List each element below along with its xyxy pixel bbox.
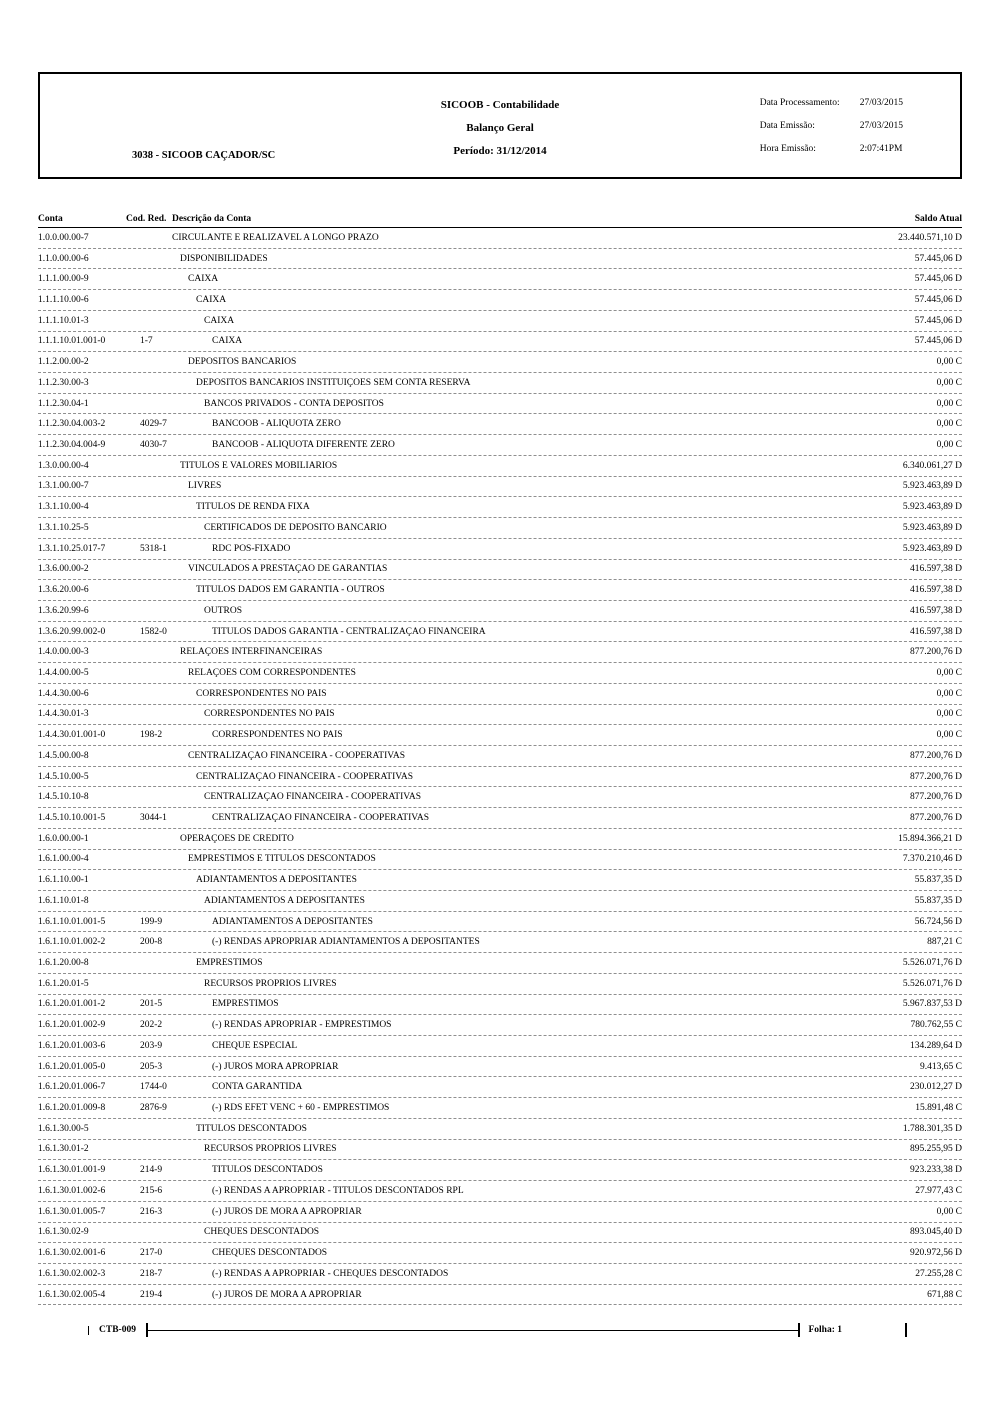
cell-conta: 1.4.5.10.10-8: [38, 792, 89, 803]
cell-conta: 1.3.1.10.25.017-7: [38, 543, 106, 554]
accounts-table: [38, 210, 962, 1305]
cell-saldo: 671,88 C: [927, 1289, 962, 1300]
cell-desc: RECURSOS PRÓPRIOS LIVRES: [204, 1144, 337, 1155]
table-row: [38, 269, 962, 290]
table-row: [38, 1285, 962, 1306]
cell-cod: 2876-9: [140, 1103, 167, 1114]
report-footer: [38, 1322, 962, 1338]
table-row: [38, 787, 962, 808]
cell-desc: RDC PÓS-FIXADO: [212, 543, 291, 554]
table-row: [38, 477, 962, 498]
cell-conta: 1.6.1.10.01.002-2: [38, 937, 106, 948]
table-row: [38, 228, 962, 249]
column-header-saldo-atual: Saldo Atual: [914, 213, 962, 224]
cell-conta: 1.3.1.00.00-7: [38, 481, 89, 492]
cell-cod: 214-9: [140, 1165, 163, 1176]
cell-saldo: 923.233,38 D: [910, 1165, 962, 1176]
cell-saldo: 9.413,65 C: [920, 1061, 962, 1072]
cell-desc: ADIANTAMENTOS A DEPOSITANTES: [196, 875, 357, 886]
cell-saldo: 134.289,64 D: [910, 1040, 962, 1051]
cell-saldo: 5.923.463,89 D: [902, 543, 962, 554]
report-period: Período: 31/12/2014: [453, 145, 547, 157]
column-header-cod-red: Cod. Red.: [126, 213, 167, 224]
table-row: [38, 850, 962, 871]
table-row: [38, 373, 962, 394]
cell-desc: CHEQUE ESPECIAL: [212, 1040, 298, 1051]
table-row: [38, 497, 962, 518]
cell-conta: 1.1.2.30.00-3: [38, 377, 89, 388]
cell-desc: CHEQUES DESCONTADOS: [212, 1248, 328, 1259]
cell-desc: CENTRALIZAÇÃO FINANCEIRA - COOPERATIVAS: [196, 771, 414, 782]
cell-saldo: 5.526.071,76 D: [902, 978, 962, 989]
cell-saldo: 0,00 C: [936, 688, 962, 699]
cell-conta: 1.1.2.00.00-2: [38, 357, 89, 368]
cell-saldo: 27.255,28 C: [915, 1268, 962, 1279]
cell-conta: 1.6.1.30.01.001-9: [38, 1165, 106, 1176]
cell-cod: 218-7: [140, 1268, 163, 1279]
meta-value-processamento: 27/03/2015: [859, 98, 903, 108]
table-row: [38, 1119, 962, 1140]
cell-desc: CHEQUES DESCONTADOS: [204, 1227, 320, 1238]
table-row: [38, 663, 962, 684]
table-row: [38, 891, 962, 912]
cell-desc: CONTA GARANTIDA: [212, 1082, 303, 1093]
cell-conta: 1.1.2.30.04.004-9: [38, 440, 106, 451]
cell-conta: 1.6.1.10.00-1: [38, 875, 89, 886]
cell-conta: 1.4.4.30.01-3: [38, 709, 89, 720]
table-row: [38, 414, 962, 435]
cell-saldo: 6.340.061,27 D: [902, 460, 962, 471]
cell-saldo: 5.923.463,89 D: [902, 502, 962, 513]
cell-conta: 1.6.1.20.01-5: [38, 978, 89, 989]
table-row: [38, 829, 962, 850]
cell-saldo: 230.012,27 D: [910, 1082, 962, 1093]
cell-conta: 1.6.1.30.02.005-4: [38, 1289, 106, 1300]
table-row: [38, 332, 962, 353]
cell-saldo: 893.045,40 D: [910, 1227, 962, 1238]
table-row: [38, 1202, 962, 1223]
cell-desc: TÍTULOS DADOS EM GARANTIA - OUTROS: [196, 585, 385, 596]
table-row: [38, 539, 962, 560]
report-subtitle: Balanço Geral: [466, 122, 534, 134]
cell-conta: 1.3.6.00.00-2: [38, 564, 89, 575]
cell-conta: 1.4.4.30.00-6: [38, 688, 89, 699]
cell-desc: BANCOOB - ALÍQUOTA DIFERENTE ZERO: [212, 440, 395, 451]
cell-conta: 1.6.1.30.00-5: [38, 1123, 89, 1134]
cell-saldo: 877.200,76 D: [910, 792, 962, 803]
table-body: [38, 228, 962, 1305]
cell-saldo: 416.597,38 D: [910, 605, 962, 616]
cell-cod: 5318-1: [140, 543, 167, 554]
cell-cod: 219-4: [140, 1289, 163, 1300]
cell-conta: 1.1.1.10.01.001-0: [38, 336, 106, 347]
table-row: [38, 311, 962, 332]
table-row: [38, 932, 962, 953]
cell-conta: 1.6.1.20.00-8: [38, 958, 89, 969]
org-code: 3038 - SICOOB CAÇADOR/SC: [132, 150, 276, 161]
cell-desc: EMPRÉSTIMOS E TÍTULOS DESCONTADOS: [188, 854, 376, 865]
table-row: [38, 1243, 962, 1264]
cell-conta: 1.6.1.20.01.003-6: [38, 1040, 106, 1051]
cell-desc: (-) JUROS MORA APROPRIAR: [212, 1061, 339, 1072]
cell-saldo: 23.440.571,10 D: [898, 232, 962, 243]
cell-desc: TÍTULOS DESCONTADOS: [196, 1123, 307, 1134]
cell-saldo: 416.597,38 D: [910, 626, 962, 637]
table-row: [38, 1140, 962, 1161]
cell-cod: 217-0: [140, 1248, 163, 1259]
cell-conta: 1.6.1.20.01.005-0: [38, 1061, 106, 1072]
footer-report-code: CTB-009: [99, 1325, 136, 1335]
cell-conta: 1.6.0.00.00-1: [38, 833, 89, 844]
cell-cod: 199-9: [140, 916, 163, 927]
cell-desc: EMPRÉSTIMOS: [196, 958, 263, 969]
cell-cod: 1582-0: [140, 626, 167, 637]
cell-conta: 1.3.0.00.00-4: [38, 460, 89, 471]
cell-saldo: 27.977,43 C: [915, 1185, 962, 1196]
cell-cod: 4030-7: [140, 440, 167, 451]
cell-saldo: 5.923.463,89 D: [902, 481, 962, 492]
cell-desc: TÍTULOS DADOS GARANTIA - CENTRALIZAÇÃO FINANCEIRA: [212, 626, 486, 637]
print-mark-icon: [88, 1326, 89, 1335]
table-row: [38, 642, 962, 663]
cell-desc: RELAÇÕES INTERFINANCEIRAS: [180, 647, 323, 658]
cell-saldo: 57.445,06 D: [914, 295, 962, 306]
table-row: [38, 1036, 962, 1057]
cell-conta: 1.1.2.30.04.003-2: [38, 419, 106, 430]
cell-saldo: 57.445,06 D: [914, 315, 962, 326]
cell-cod: 198-2: [140, 730, 163, 741]
cell-cod: 216-3: [140, 1206, 163, 1217]
cell-desc: CIRCULANTE E REALIZÁVEL A LONGO PRAZO: [172, 232, 379, 243]
cell-saldo: 55.837,35 D: [914, 875, 962, 886]
table-row: [38, 974, 962, 995]
cell-conta: 1.6.1.30.02.002-3: [38, 1268, 106, 1279]
table-row: [38, 435, 962, 456]
table-row: [38, 1160, 962, 1181]
cell-saldo: 5.526.071,76 D: [902, 958, 962, 969]
table-row: [38, 746, 962, 767]
cell-desc: TÍTULOS E VALORES MOBILIÁRIOS: [180, 460, 338, 471]
table-row: [38, 684, 962, 705]
cell-saldo: 5.923.463,89 D: [902, 522, 962, 533]
cell-conta: 1.6.1.10.01.001-5: [38, 916, 106, 927]
cell-saldo: 0,00 C: [936, 709, 962, 720]
cell-conta: 1.6.1.20.01.001-2: [38, 999, 106, 1010]
table-row: [38, 1264, 962, 1285]
cell-desc: CENTRALIZAÇÃO FINANCEIRA - COOPERATIVAS: [204, 792, 422, 803]
cell-desc: ADIANTAMENTOS A DEPOSITANTES: [204, 895, 365, 906]
cell-desc: CAIXA: [196, 295, 227, 306]
cell-conta: 1.4.5.10.00-5: [38, 771, 89, 782]
cell-conta: 1.6.1.30.01-2: [38, 1144, 89, 1155]
table-row: [38, 1077, 962, 1098]
cell-saldo: 15.891,48 C: [915, 1103, 962, 1114]
meta-label-hora: Hora Emissão:: [759, 144, 816, 154]
cell-desc: CERTIFICADOS DE DEPÓSITO BANCÁRIO: [204, 522, 387, 533]
print-mark-icon: [905, 1323, 907, 1337]
cell-conta: 1.3.1.10.00-4: [38, 502, 89, 513]
table-row: [38, 1098, 962, 1119]
cell-saldo: 877.200,76 D: [910, 812, 962, 823]
table-row: [38, 622, 962, 643]
table-row: [38, 518, 962, 539]
cell-desc: CENTRALIZAÇÃO FINANCEIRA - COOPERATIVAS: [188, 750, 406, 761]
cell-conta: 1.4.4.00.00-5: [38, 667, 89, 678]
cell-desc: CORRESPONDENTES NO PAÍS: [196, 688, 327, 699]
cell-conta: 1.6.1.20.01.009-8: [38, 1103, 106, 1114]
cell-cod: 1744-0: [140, 1082, 167, 1093]
cell-cod: 4029-7: [140, 419, 167, 430]
table-row: [38, 912, 962, 933]
cell-cod: 202-2: [140, 1020, 163, 1031]
cell-conta: 1.6.1.20.01.002-9: [38, 1020, 106, 1031]
cell-saldo: 0,00 C: [936, 1206, 962, 1217]
cell-saldo: 416.597,38 D: [910, 564, 962, 575]
cell-desc: OPERAÇÕES DE CRÉDITO: [180, 833, 294, 844]
cell-conta: 1.4.0.00.00-3: [38, 647, 89, 658]
cell-saldo: 887,21 C: [927, 937, 962, 948]
cell-saldo: 15.894.366,21 D: [898, 833, 962, 844]
cell-cod: 203-9: [140, 1040, 163, 1051]
cell-conta: 1.6.1.10.01-8: [38, 895, 89, 906]
cell-desc: CENTRALIZAÇÃO FINANCEIRA - COOPERATIVAS: [212, 812, 430, 823]
cell-desc: VINCULADOS A PRESTAÇÃO DE GARANTIAS: [188, 564, 388, 575]
cell-desc: TÍTULOS DE RENDA FIXA: [196, 502, 310, 513]
cell-desc: (-) RDS EFET VENC + 60 - EMPRÉSTIMOS: [212, 1103, 390, 1114]
print-mark-icon: [798, 1323, 800, 1337]
cell-saldo: 0,00 C: [936, 667, 962, 678]
report-header: [38, 72, 962, 179]
cell-desc: RELAÇÕES COM CORRESPONDENTES: [188, 667, 356, 678]
table-row: [38, 953, 962, 974]
footer-rule: [148, 1330, 799, 1331]
cell-conta: 1.6.1.30.02.001-6: [38, 1248, 106, 1259]
cell-desc: (-) RENDAS APROPRIAR ADIANTAMENTOS A DEPOSITANTES: [212, 937, 480, 948]
table-row: [38, 560, 962, 581]
table-row: [38, 352, 962, 373]
report-title: SICOOB - Contabilidade: [440, 99, 560, 111]
cell-conta: 1.6.1.00.00-4: [38, 854, 89, 865]
cell-saldo: 877.200,76 D: [910, 647, 962, 658]
cell-saldo: 5.967.837,53 D: [902, 999, 962, 1010]
cell-desc: BANCOS PRIVADOS - CONTA DEPÓSITOS: [204, 398, 384, 409]
table-row: [38, 705, 962, 726]
cell-desc: (-) RENDAS APROPRIAR - EMPRÉSTIMOS: [212, 1020, 392, 1031]
cell-desc: (-) JUROS DE MORA A APROPRIAR: [212, 1289, 362, 1300]
meta-label-processamento: Data Processamento:: [759, 98, 840, 108]
footer-page-number: Folha: 1: [808, 1325, 842, 1335]
cell-cod: 201-5: [140, 999, 163, 1010]
column-header-conta: Conta: [38, 213, 63, 224]
cell-saldo: 0,00 C: [936, 377, 962, 388]
table-row: [38, 1057, 962, 1078]
cell-saldo: 920.972,56 D: [910, 1248, 962, 1259]
cell-conta: 1.6.1.30.01.002-6: [38, 1185, 106, 1196]
cell-conta: 1.6.1.20.01.006-7: [38, 1082, 106, 1093]
table-row: [38, 456, 962, 477]
table-row: [38, 870, 962, 891]
cell-saldo: 877.200,76 D: [910, 750, 962, 761]
cell-saldo: 416.597,38 D: [910, 585, 962, 596]
cell-conta: 1.1.2.30.04-1: [38, 398, 89, 409]
cell-desc: BANCOOB - ALÍQUOTA ZERO: [212, 419, 341, 430]
cell-cod: 200-8: [140, 937, 163, 948]
cell-cod: 1-7: [140, 336, 153, 347]
cell-desc: ADIANTAMENTOS A DEPOSITANTES: [212, 916, 373, 927]
cell-desc: CORRESPONDENTES NO PAÍS: [212, 730, 343, 741]
cell-conta: 1.1.0.00.00-6: [38, 253, 89, 264]
table-row: [38, 290, 962, 311]
column-header-descricao: Descrição da Conta: [172, 213, 252, 224]
cell-saldo: 1.788.301,35 D: [902, 1123, 962, 1134]
cell-cod: 3044-1: [140, 812, 167, 823]
cell-conta: 1.6.1.30.02-9: [38, 1227, 89, 1238]
cell-saldo: 0,00 C: [936, 730, 962, 741]
cell-saldo: 0,00 C: [936, 398, 962, 409]
cell-desc: LIVRES: [188, 481, 222, 492]
cell-cod: 205-3: [140, 1061, 163, 1072]
table-row: [38, 601, 962, 622]
cell-saldo: 56.724,56 D: [914, 916, 962, 927]
cell-saldo: 780.762,55 C: [910, 1020, 962, 1031]
cell-desc: (-) RENDAS A APROPRIAR - CHEQUES DESCONTADOS: [212, 1268, 449, 1279]
cell-desc: OUTROS: [204, 605, 243, 616]
cell-desc: EMPRÉSTIMOS: [212, 999, 279, 1010]
table-row: [38, 1015, 962, 1036]
cell-saldo: 895.255,95 D: [910, 1144, 962, 1155]
cell-conta: 1.1.1.00.00-9: [38, 274, 89, 285]
table-header-row: [38, 210, 962, 228]
cell-conta: 1.1.1.10.01-3: [38, 315, 89, 326]
cell-desc: TÍTULOS DESCONTADOS: [212, 1165, 323, 1176]
cell-desc: DEPÓSITOS BANCÁRIOS: [188, 357, 297, 368]
cell-conta: 1.4.4.30.01.001-0: [38, 730, 106, 741]
table-row: [38, 1223, 962, 1244]
cell-desc: DISPONIBILIDADES: [180, 253, 268, 264]
cell-desc: RECURSOS PRÓPRIOS LIVRES: [204, 978, 337, 989]
cell-saldo: 877.200,76 D: [910, 771, 962, 782]
table-row: [38, 580, 962, 601]
cell-conta: 1.6.1.30.01.005-7: [38, 1206, 106, 1217]
cell-saldo: 55.837,35 D: [914, 895, 962, 906]
cell-conta: 1.4.5.10.10.001-5: [38, 812, 106, 823]
cell-saldo: 57.445,06 D: [914, 253, 962, 264]
meta-value-emissao: 27/03/2015: [859, 121, 903, 131]
cell-conta: 1.3.6.20.99-6: [38, 605, 89, 616]
cell-desc: CORRESPONDENTES NO PAÍS: [204, 709, 335, 720]
table-row: [38, 995, 962, 1016]
cell-saldo: 0,00 C: [936, 357, 962, 368]
cell-conta: 1.1.1.10.00-6: [38, 295, 89, 306]
table-row: [38, 249, 962, 270]
cell-conta: 1.3.6.20.99.002-0: [38, 626, 106, 637]
cell-conta: 1.3.6.20.00-6: [38, 585, 89, 596]
cell-saldo: 0,00 C: [936, 419, 962, 430]
table-row: [38, 767, 962, 788]
cell-desc: CAIXA: [204, 315, 235, 326]
cell-saldo: 7.370.210,46 D: [902, 854, 962, 865]
table-row: [38, 394, 962, 415]
cell-conta: 1.3.1.10.25-5: [38, 522, 89, 533]
cell-cod: 215-6: [140, 1185, 163, 1196]
table-row: [38, 808, 962, 829]
cell-saldo: 0,00 C: [936, 440, 962, 451]
table-row: [38, 725, 962, 746]
cell-saldo: 57.445,06 D: [914, 336, 962, 347]
table-row: [38, 1181, 962, 1202]
cell-desc: (-) RENDAS A APROPRIAR - TÍTULOS DESCONTADOS RPL: [212, 1185, 464, 1196]
cell-conta: 1.4.5.00.00-8: [38, 750, 89, 761]
meta-label-emissao: Data Emissão:: [759, 121, 815, 131]
cell-conta: 1.0.0.00.00-7: [38, 232, 89, 243]
cell-desc: CAIXA: [188, 274, 219, 285]
report-meta: [760, 98, 903, 167]
cell-desc: (-) JUROS DE MORA A APROPRIAR: [212, 1206, 362, 1217]
meta-value-hora: 2:07:41PM: [859, 144, 903, 154]
cell-saldo: 57.445,06 D: [914, 274, 962, 285]
cell-desc: DEPÓSITOS BANCÁRIOS INSTITUIÇÕES SEM CONTA RESERVA: [196, 377, 471, 388]
cell-desc: CAIXA: [212, 336, 243, 347]
